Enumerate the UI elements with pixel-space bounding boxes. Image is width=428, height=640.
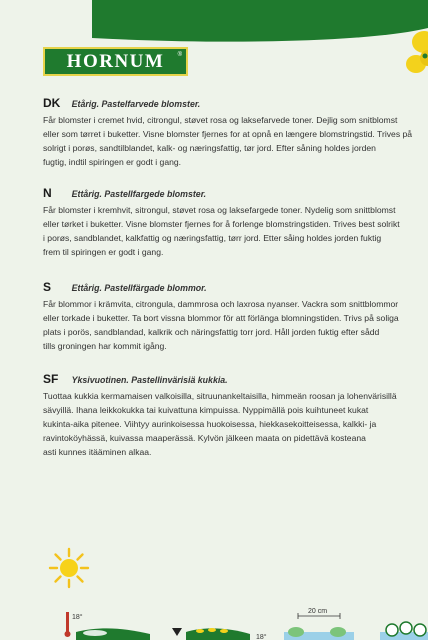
body-line: sävyillä. Ihana leikkokukka tai kuivattuna kimpuissa. Nyppimällä pois kuihtuneet kukat [43,405,369,416]
section-dk [43,96,428,169]
temperature-label-2: 18° [256,634,267,640]
section-header [43,372,428,386]
section-header [43,280,428,294]
flower-icon [398,28,428,88]
sowing-pictograms [0,606,428,640]
flowering-plant-icon [380,622,428,640]
section-sf [43,372,428,459]
body-line: plats i porös, sandblandad, kalkrik och näringsfattig torr jord. Håll jorden fuktig efter sådd [43,327,380,338]
section-s [43,280,428,353]
body-line: fugtig, indtil spiringen er godt i gang. [43,157,182,168]
section-header [43,96,428,110]
body-line: kukinta-aika pitenee. Viihtyy aurinkoisessa huokoisessa, hiekkasekoitteisessa, kalkki- ja [43,419,377,430]
section-subtitle: Ettårig. Pastellfargede blomster. [71,189,207,199]
body-line: Får blommor i krämvita, citrongula, dammrosa och laxrosa nyanser. Vackra som snittblommor [43,299,399,309]
body-line: eller som tørret i buketter. Visne blomster fjernes for at opnå en længere blomstringstid. Trives på [43,129,413,140]
brand-name: HORNUM [66,50,165,72]
sun-icon [48,547,90,589]
section-subtitle: Ettårig. Pastellfärgade blommor. [71,283,207,293]
body-line: eller torkade i buketter. Ta bort vissna blommor för att förlänga blomningstiden. Trivs på soliga [43,313,399,324]
body-line: asti kunnes itääminen alkaa. [43,447,152,458]
section-header [43,186,428,200]
arrow-down-icon [172,628,182,636]
language-code: N [43,186,52,200]
section-n [43,186,428,259]
header-band [0,0,428,48]
plant-spacing-icon [284,627,354,640]
body-line: eller tørket i buketter. Visne blomster fjernes for å forlenge blomstringstiden. Trives best solrikt [43,219,400,230]
body-line: i porøs, sandblandet, kalkfattig og næringsfattig, tørr jord. Etter såing holdes jorden fuktig [43,233,382,244]
language-code: S [43,280,52,294]
body-line: Får blomster i cremet hvid, citrongul, støvet rosa og laksefarvede toner. Dejlig som snitblomst [43,115,398,125]
brand-logo [43,47,188,76]
body-line: frem til spiringen er godt i gang. [43,247,164,258]
registered-mark: ® [177,52,182,58]
spacing-label: 20 cm [308,608,328,615]
body-line: solrigt i porøs, sandtilblandet, kalk- og næringsfattig, tør jord. Efter såning holdes jorden [43,143,376,154]
body-line: tills groningen har kommit igång. [43,341,167,352]
section-subtitle: Yksivuotinen. Pastellinvärisiä kukkia. [71,375,228,385]
section-subtitle: Etårig. Pastelfarvede blomster. [71,99,201,109]
body-line: Får blomster i kremhvit, sitrongul, støvet rosa og laksefargede toner. Nydelig som snittblomst [43,205,396,215]
language-code: SF [43,372,59,386]
thermometer-icon [65,612,71,637]
body-line: Tuottaa kukkia kermamaisen valkoisilla, sitruunankeltaisilla, himmeän roosan ja lohenvärisillä [43,391,397,401]
language-code: DK [43,96,61,110]
temperature-label-1: 18° [72,614,83,621]
body-line: ravintoköyhässä, kuivassa maaperässä. Kylvön jälkeen maata on pidettävä kosteana [43,433,366,444]
